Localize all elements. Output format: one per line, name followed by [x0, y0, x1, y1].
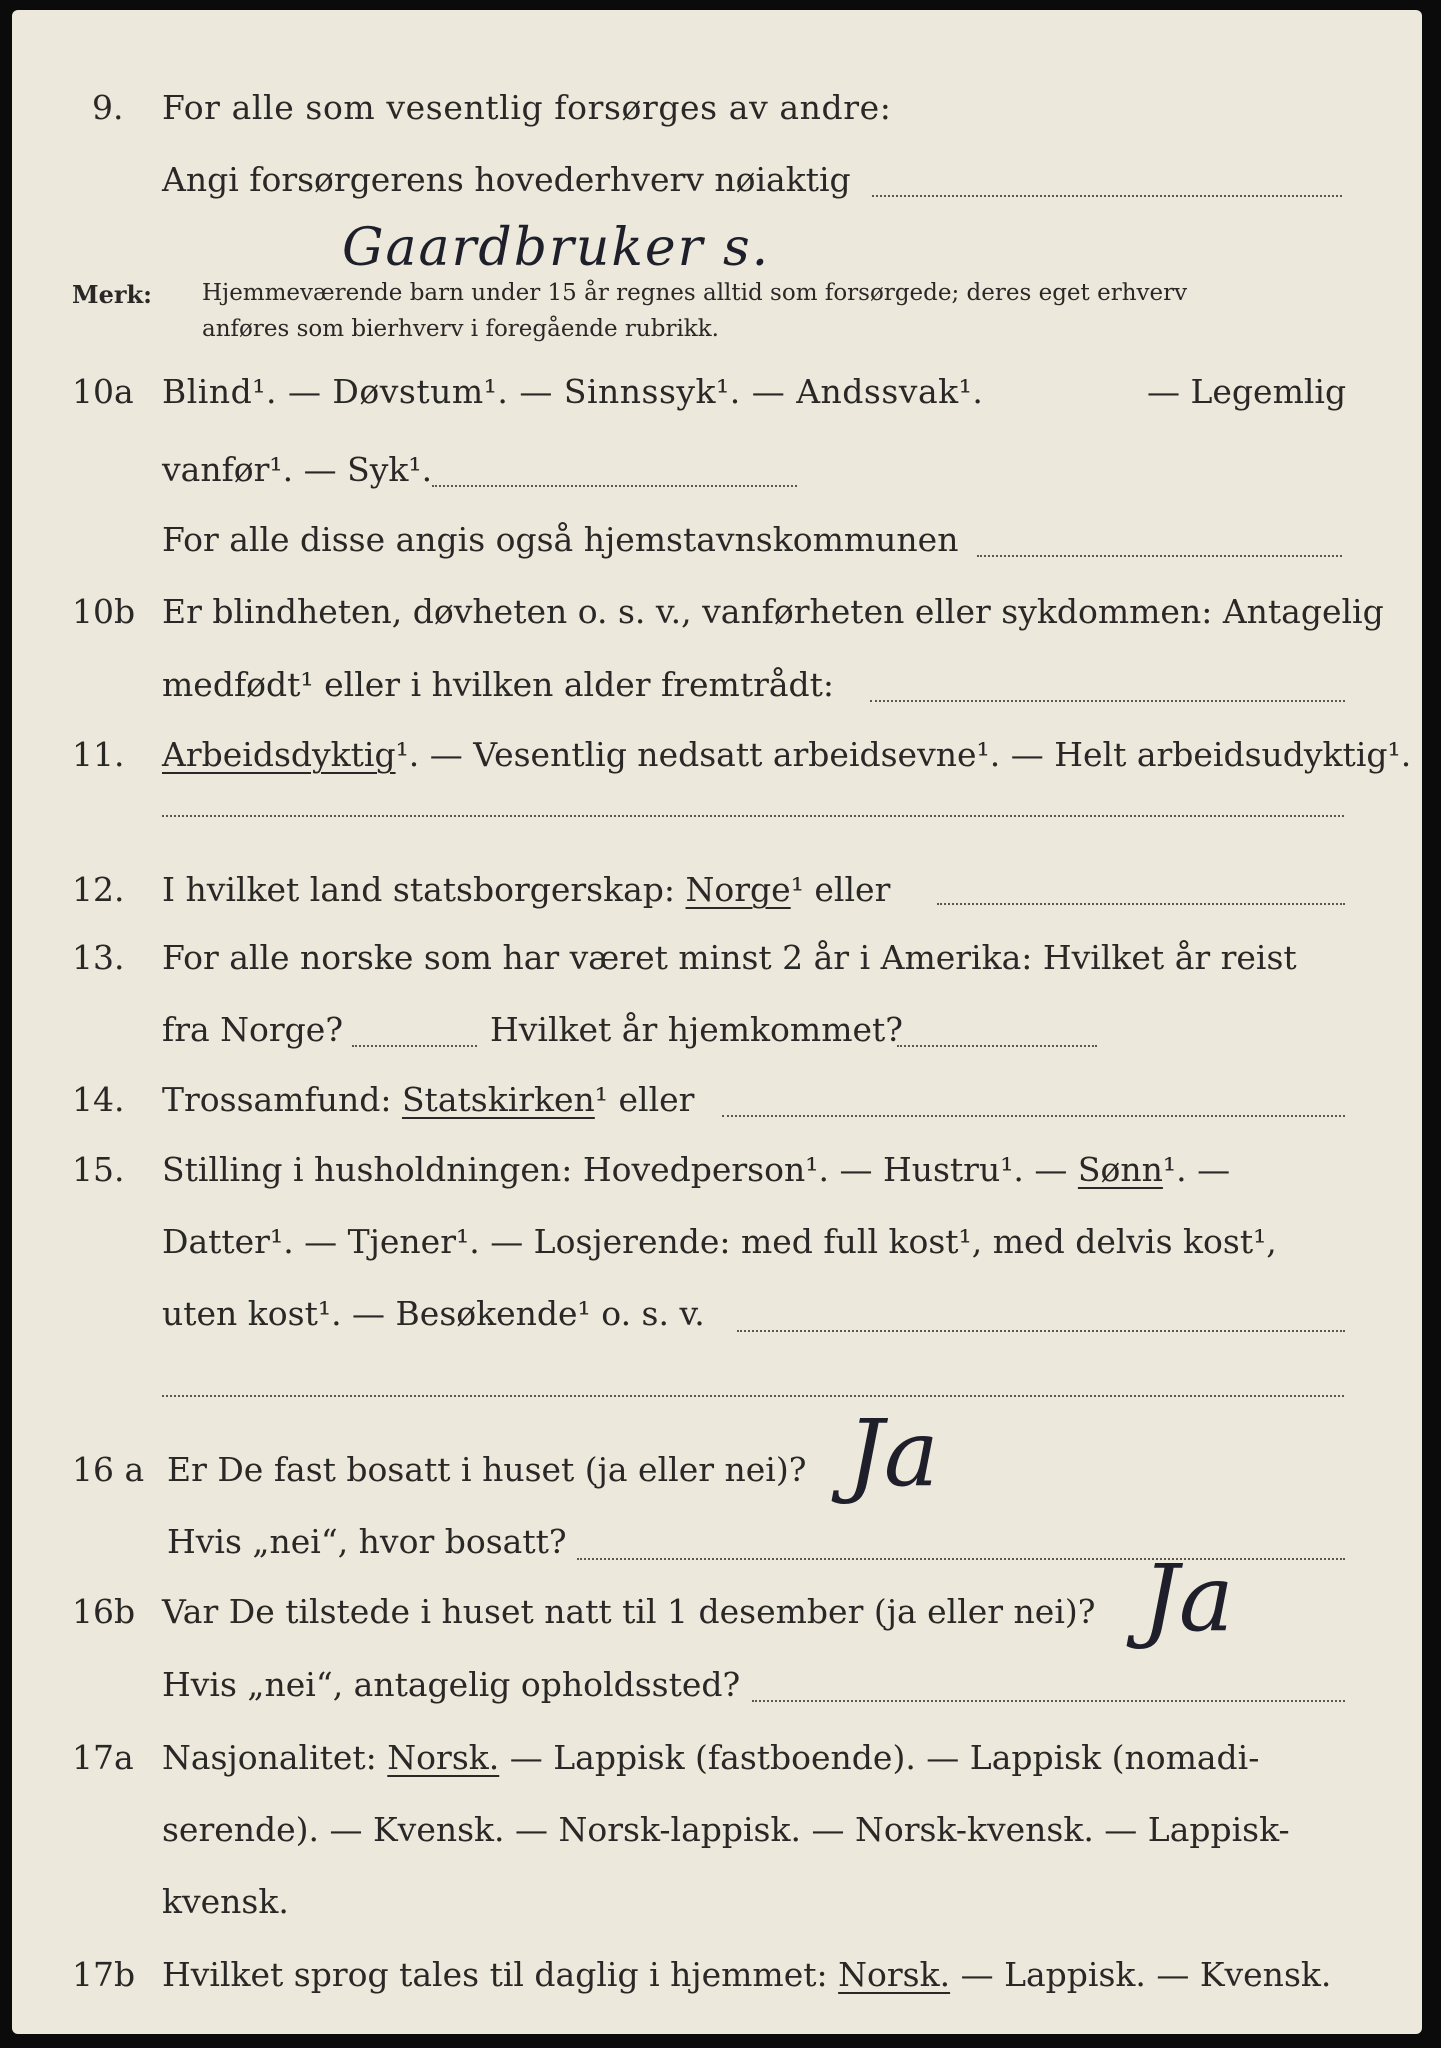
q17b-underlined-choice: Norsk. — [838, 1955, 951, 1994]
q17a-question: Nasjonalitet: — [162, 1738, 377, 1777]
census-form-page — [12, 10, 1422, 2034]
q15-other-line — [737, 1330, 1345, 1332]
q14-other-line — [722, 1115, 1345, 1117]
q16b-handwritten-answer: Ja — [1142, 1545, 1234, 1652]
q10a-line1-end: — Legemlig — [1147, 372, 1347, 411]
q11-underlined-choice: Arbeidsdyktig — [162, 735, 396, 774]
q14-line — [162, 1080, 694, 1119]
q12-rest: ¹ eller — [790, 870, 891, 909]
q12-line — [162, 870, 890, 909]
q9-handwritten-answer: Gaardbruker s. — [342, 218, 771, 278]
q9-line2: Angi forsørgerens hovederhverv nøiaktig — [162, 160, 851, 199]
q13-year-returned-line — [897, 1045, 1097, 1047]
q16a-handwritten-answer: Ja — [847, 1400, 939, 1507]
q14-question: Trossamfund: — [162, 1080, 392, 1119]
q13-line2b: Hvilket år hjemkommet? — [490, 1010, 903, 1049]
q17a-number: 17a — [72, 1738, 134, 1777]
q17a-line1 — [162, 1738, 1259, 1777]
q17b-rest: — Lappisk. — Kvensk. — [960, 1955, 1332, 1994]
q14-underlined-choice: Statskirken — [401, 1080, 595, 1119]
q15-line1 — [162, 1150, 1230, 1189]
q14-number: 14. — [72, 1080, 125, 1119]
q16a-number: 16 a — [72, 1450, 145, 1489]
q17b-line — [162, 1955, 1331, 1994]
q11-line — [162, 735, 1411, 774]
q12-question: I hvilket land statsborgerskap: — [162, 870, 676, 909]
q15-line2: Datter¹. — Tjener¹. — Losjerende: med full kost¹, med delvis kost¹, — [162, 1222, 1277, 1261]
q15-number: 15. — [72, 1150, 125, 1189]
q10b-age-line — [870, 700, 1345, 702]
q13-number: 13. — [72, 938, 125, 977]
q10a-line3: For alle disse angis også hjemstavnskommunen — [162, 520, 959, 559]
q13-year-left-line — [352, 1045, 477, 1047]
q16b-line2: Hvis „nei“, antagelig opholdssted? — [162, 1665, 741, 1704]
q16b-line1: Var De tilstede i huset natt til 1 desember (ja eller nei)? — [162, 1592, 1096, 1631]
q15-line3: uten kost¹. — Besøkende¹ o. s. v. — [162, 1294, 705, 1333]
q15-line1-text: Stilling i husholdningen: Hovedperson¹. — Hustru¹. — — [162, 1150, 1068, 1189]
q16a-line2: Hvis „nei“, hvor bosatt? — [167, 1522, 567, 1561]
q11-rest: ¹. — Vesentlig nedsatt arbeidsevne¹. — Helt arbeidsudyktig¹. — [395, 735, 1412, 774]
q10a-number: 10a — [72, 372, 134, 411]
merk-line1: Hjemmeværende barn under 15 år regnes alltid som forsørgede; deres eget erhverv — [202, 280, 1188, 306]
q13-line2a: fra Norge? — [162, 1010, 344, 1049]
q10b-line1: Er blindheten, døvheten o. s. v., vanførheten eller sykdommen: Antagelig — [162, 592, 1384, 631]
q16b-stay-line — [752, 1700, 1345, 1702]
q17b-question: Hvilket sprog tales til daglig i hjemmet: — [162, 1955, 828, 1994]
q17a-line2: serende). — Kvensk. — Norsk-lappisk. — Norsk-kvensk. — Lappisk- — [162, 1810, 1290, 1849]
merk-label: Merk: — [72, 280, 152, 309]
q10b-line2: medfødt¹ eller i hvilken alder fremtrådt: — [162, 665, 835, 704]
q10b-number: 10b — [72, 592, 136, 631]
q10a-line2: vanfør¹. — Syk¹. — [162, 450, 433, 489]
q10a-sick-line — [432, 485, 797, 487]
q13-line1: For alle norske som har været minst 2 år i Amerika: Hvilket år reist — [162, 938, 1297, 977]
q17a-underlined-choice: Norsk. — [387, 1738, 500, 1777]
q12-number: 12. — [72, 870, 125, 909]
merk-line2: anføres som bierhverv i foregående rubrikk. — [202, 316, 719, 342]
q17a-line1-rest: — Lappisk (fastboende). — Lappisk (nomadi- — [509, 1738, 1260, 1777]
q15-extra-line — [162, 1395, 1344, 1397]
q14-rest: ¹ eller — [594, 1080, 695, 1119]
q9-answer-line — [872, 195, 1342, 197]
q9-number: 9. — [92, 88, 124, 127]
q17b-number: 17b — [72, 1955, 136, 1994]
q11-number: 11. — [72, 735, 125, 774]
q10a-line1: Blind¹. — Døvstum¹. — Sinnssyk¹. — Andssvak¹. — [162, 372, 984, 411]
q12-underlined-choice: Norge — [685, 870, 791, 909]
q12-other-line — [937, 903, 1345, 905]
q9-line1: For alle som vesentlig forsørges av andre: — [162, 88, 892, 127]
q15-line1-rest: ¹. — — [1162, 1150, 1231, 1189]
q15-underlined-choice: Sønn — [1077, 1150, 1163, 1189]
q17a-line3: kvensk. — [162, 1882, 289, 1921]
q11-answer-line — [162, 815, 1344, 817]
q16b-number: 16b — [72, 1592, 136, 1631]
q10a-home-line — [977, 555, 1342, 557]
q16a-line1: Er De fast bosatt i huset (ja eller nei)? — [167, 1450, 807, 1489]
